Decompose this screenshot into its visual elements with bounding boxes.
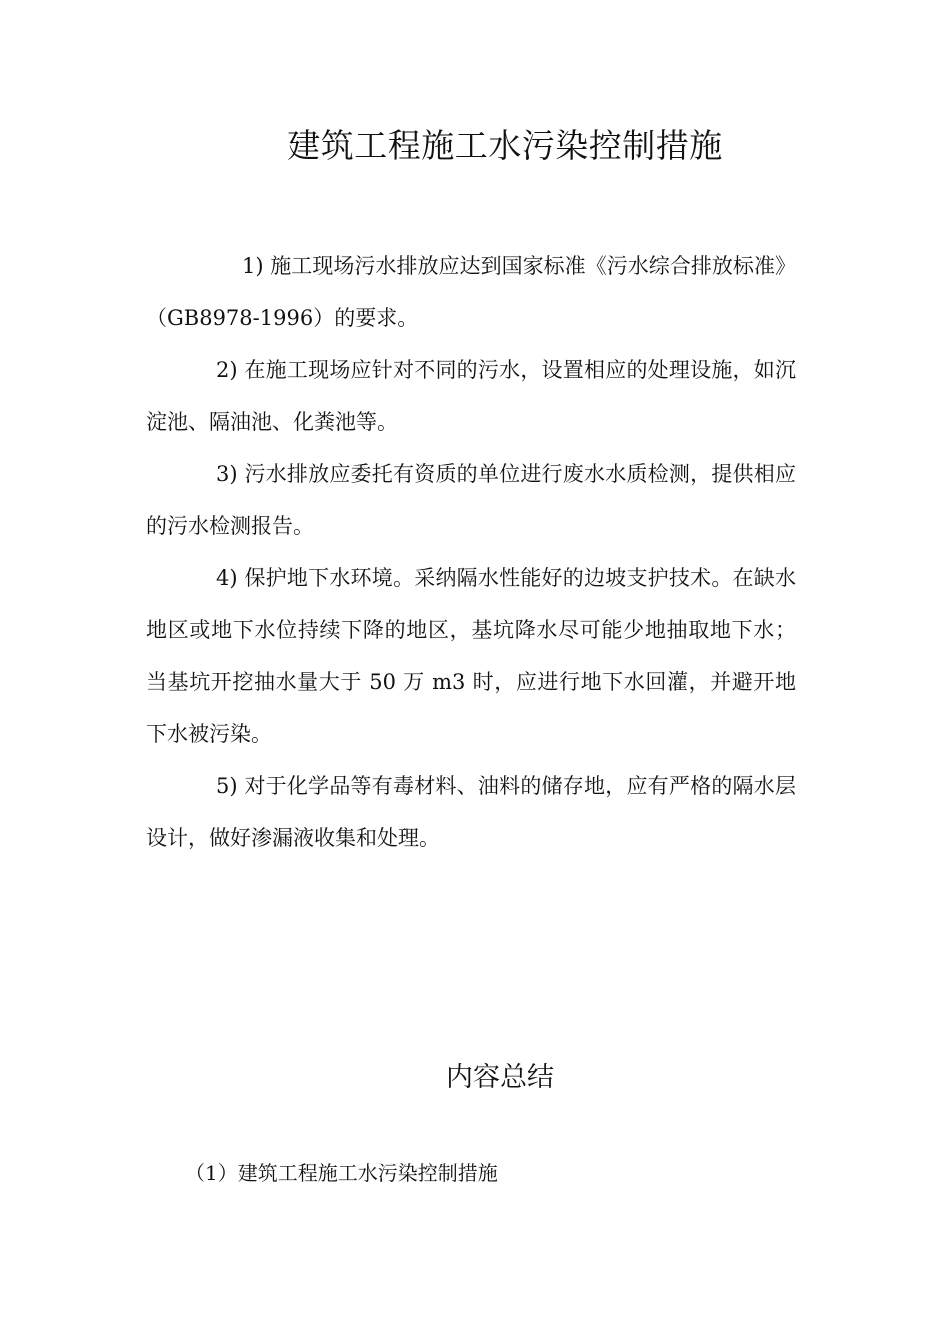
document-body bbox=[146, 240, 796, 864]
paragraph-2: 2) 在施工现场应针对不同的污水，设置相应的处理设施，如沉淀池、隔油池、化粪池等。 bbox=[146, 358, 796, 434]
paragraph-5: 5) 对于化学品等有毒材料、油料的储存地，应有严格的隔水层设计，做好渗漏液收集和处理。 bbox=[146, 774, 796, 850]
document-title: 建筑工程施工水污染控制措施 bbox=[287, 126, 723, 165]
paragraph-4: 4) 保护地下水环境。采纳隔水性能好的边坡支护技术。在缺水地区或地下水位持续下降的地区，基坑降水尽可能少地抽取地下水；当基坑开挖抽水量大于 50 万 m3 时，应进行地下水回灌，并避开地下水被污染。 bbox=[146, 566, 796, 746]
paragraph-1: 1) 施工现场污水排放应达到国家标准《污水综合排放标准》（GB8978-1996）的要求。 bbox=[146, 254, 796, 330]
summary-heading: 内容总结 bbox=[446, 1062, 554, 1093]
summary-item: （1）建筑工程施工水污染控制措施 bbox=[185, 1161, 498, 1185]
paragraph-3: 3) 污水排放应委托有资质的单位进行废水水质检测，提供相应的污水检测报告。 bbox=[146, 462, 796, 538]
